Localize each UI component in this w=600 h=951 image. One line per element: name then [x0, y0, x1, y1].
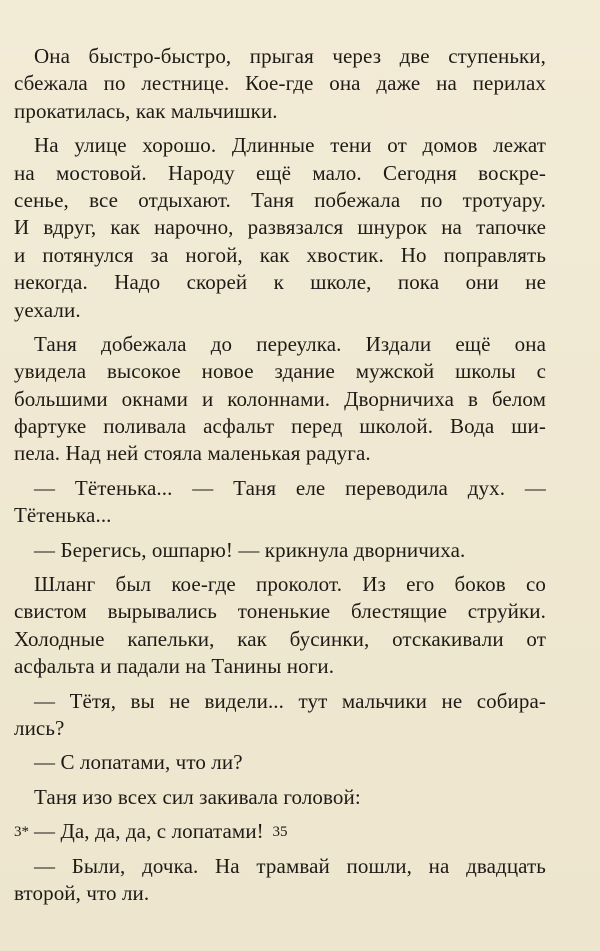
text-line: второй, что ли. — [14, 880, 150, 905]
paragraph — [14, 784, 546, 811]
text-line: И вдруг, как нарочно, развязался шнурок на тапочке — [14, 215, 546, 240]
paragraph — [14, 43, 546, 125]
body-text — [14, 43, 546, 907]
text-line: — Тётя, вы не видели... тут мальчики не собира- — [34, 688, 546, 713]
text-line: сбежала по лестнице. Кое-где она даже на перилах — [14, 71, 546, 96]
paragraph — [14, 537, 546, 564]
text-line: асфальта и падали на Танины ноги. — [14, 654, 335, 679]
paragraph — [14, 749, 546, 776]
text-line: большими окнами и колоннами. Дворничиха в белом — [14, 386, 546, 411]
text-line: свистом вырывались тоненькие блестящие струйки. — [14, 599, 546, 624]
text-line: — Были, дочка. На трамвай пошли, на двадцать — [34, 853, 546, 878]
text-line: Тётенька... — [14, 503, 112, 528]
text-line: Она быстро-быстро, прыгая через две ступеньки, — [34, 44, 546, 68]
text-line: уехали. — [14, 297, 81, 322]
text-line: некогда. Надо скорей к школе, пока они не — [14, 270, 546, 295]
text-line: Таня изо всех сил закивала головой: — [34, 784, 361, 809]
text-line: Холодные капельки, как бусинки, отскакивали от — [14, 626, 546, 651]
paragraph — [14, 853, 546, 908]
page-number: 35 — [272, 824, 288, 840]
text-line: — Да, да, да, с лопатами! — [34, 819, 264, 844]
text-line: На улице хорошо. Длинные тени от домов лежат — [34, 133, 546, 158]
text-line: — Берегись, ошпарю! — крикнула дворничиха. — [34, 537, 466, 562]
text-line: пела. Над ней стояла маленькая радуга. — [14, 441, 371, 466]
text-line: и потянулся за ногой, как хвостик. Но поправлять — [14, 242, 546, 267]
paragraph — [14, 571, 546, 681]
paragraph — [14, 132, 546, 324]
text-line: Таня добежала до переулка. Издали ещё она — [34, 331, 546, 356]
text-line: прокатилась, как мальчишки. — [14, 98, 278, 123]
text-line: — С лопатами, что ли? — [34, 750, 243, 775]
paragraph — [14, 688, 546, 743]
paragraph — [14, 475, 546, 530]
paragraph — [14, 331, 546, 468]
text-line: — Тётенька... — Таня еле переводила дух. — — [34, 475, 546, 500]
page-footer — [14, 824, 546, 848]
printer-signature-mark: 3* — [14, 824, 29, 840]
text-line: увидела высокое новое здание мужской школы с — [14, 359, 546, 384]
text-line: лись? — [14, 715, 65, 740]
text-line: сенье, все отдыхают. Таня побежала по тротуару. — [14, 187, 546, 212]
text-line: на мостовой. Народу ещё мало. Сегодня воскре- — [14, 160, 546, 185]
text-line: Шланг был кое-где проколот. Из его боков со — [34, 572, 546, 597]
text-line: фартуке поливала асфальт перед школой. Вода ши- — [14, 414, 546, 439]
